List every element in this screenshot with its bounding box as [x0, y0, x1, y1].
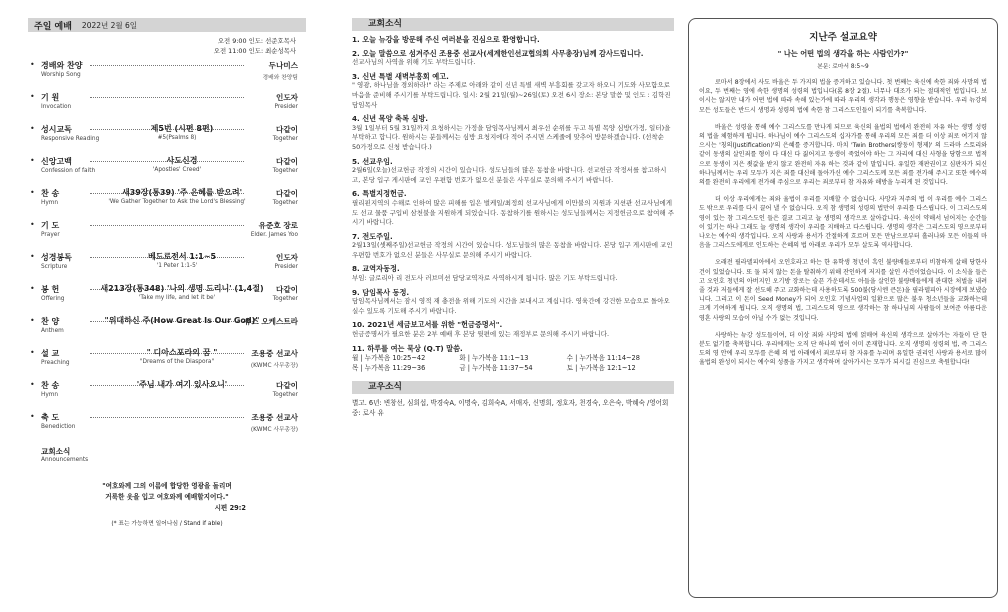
order-item-en: Worship Song	[41, 72, 81, 78]
order-item-detail-en: #5(Psalms 8)	[157, 135, 197, 141]
order-item	[28, 248, 306, 280]
order-item-name: 설 교	[41, 349, 60, 358]
worship-title: 주일 예배	[34, 21, 72, 32]
worship-order-column	[28, 18, 306, 603]
qt-block	[352, 344, 674, 374]
order-item-leader-en: Presider	[274, 104, 298, 110]
order-item-dots	[90, 225, 244, 226]
news-item-body: 헌금증명서가 필요한 분은 2부 예배 후 본당 뒷편에 있는 재정부로 문의해 주시기 바랍니다.	[352, 330, 610, 339]
order-item	[28, 408, 306, 440]
order-item-en: Hymn	[41, 200, 59, 206]
order-item-leader: 다같이	[275, 285, 298, 294]
news-item-title: 9. 담임목사 동정.	[352, 287, 410, 297]
sermon-box	[688, 18, 998, 598]
order-item-leader-en: Together	[272, 200, 298, 206]
order-item-leader-en: Together	[272, 168, 298, 174]
news-item-title: 1. 오늘 뉴강을 방문해 주신 여러분을 진심으로 환영합니다.	[352, 35, 540, 44]
news-item-title: 7. 전도주일.	[352, 231, 393, 241]
qt-grid	[352, 353, 674, 373]
sermon-para: 바울은 성령을 통해 예수 그리스도를 만나게 되므로 육신의 율법의 법에서 완전히 자유 하는 생명 성령의 법을 체험하게 됩니다. 하나님이 예수 그리스도의 십자가를 통해 우리의 모든 죄를 더 이상 죄로 여기지 않으시는 '칭의(Justification)'의 은혜를 증거합니다. 마치 'Twin Brothers(쌍둥이 형제)' 의 드라마 스토리와 같이 동생의 살인죄를 형이 다 대신 다 짊어지고 동생이 죽었어야 하는 그 자리에 대신 사형을 당함으로 법적으로 동생이 지은 죗값을 받지 않고 완전히 자유 하는 것과 같이 말입니다. 유일한 재판권이고 심판자가 되신 하나님께서는 우리 모두가 지은 죄를 대신해 돌아가신 예수 그리스도께 모든 죄를 전가해 주시고 또한 예수의 의를 완전히 우리에게 전가해 주심으로 우리는 죄로부터 참 자유와 해방을 누리게 된 것입니다.	[699, 123, 987, 187]
order-item-detail: "위대하신 주(How Great Is Our God)"	[104, 316, 260, 325]
news-column	[352, 18, 674, 603]
sermon-ref: 본문: 로마서 8:5~9	[817, 64, 869, 70]
order-item-en: Offering	[41, 296, 65, 302]
bullet-marker: •	[30, 188, 35, 197]
order-item-leader-en: Presider	[274, 264, 298, 270]
sermon-para: 오래전 필라델피아에서 오인호라고 하는 한 유학생 청년이 흑인 불량배들로부터 비참하게 살해 당한사건이 있었습니다. 또 둘 되지 않는 돈을 탈취하기 위해 잔인하게 저지를 살인 사건이었습니다. 이 소식을 들은 고 오인호 청년의 아버지인 오기방 장로는 슬픈 가운데서도 아들을 살인한 불량배들에게 관대한 처벌을 내려 줄 것과 저들에게 잘 선도해 주고 교화하는데 사용하도록 500불(당시엔 큰돈)을 필라델피아 시장에게 보냈습니다. 그리고 이 돈이 Seed Money가 되어 오인호 기념사업의 일환으로 많은 불우 청소년들을 교화하는데 크게 기여하게 됩니다. 오직 생명의 법, 그리스도의 영으로 생각하는 참 하나님의 사람들이 보여준 아름다운 영혼 사랑의 모습이 아닐 수가 없는 것입니다.	[699, 259, 987, 322]
news-item-title: 10. 2021년 세금보고서를 위한 "헌금증명서".	[352, 320, 503, 330]
order-item-leader: 두나미스	[268, 61, 298, 70]
order-item-en: Scripture	[41, 264, 68, 270]
verse-line-1: "여호와께 그의 이름에 합당한 영광을 돌리며	[102, 482, 232, 490]
order-item-detail-en: 'We Gather Together to Ask the Lord's Blessing'	[108, 199, 246, 205]
bullet-marker: •	[30, 412, 35, 421]
order-item-detail-en: 'Take my life, and let it be'	[138, 295, 216, 301]
member-news-title: 교우소식	[352, 381, 674, 394]
order-item	[28, 376, 306, 408]
qt-item: 월 | 누가복음 10:25~42	[352, 354, 426, 363]
worship-date: 2022년 2월 6일	[81, 20, 138, 30]
order-item	[28, 280, 306, 312]
order-item-detail: 새39장(통39) '주 은혜를 받으려'	[121, 188, 243, 197]
order-item	[28, 88, 306, 120]
bullet-marker: •	[30, 348, 35, 357]
member-news-text: 별고. 6년: 변창선, 심희섭, 박경숙A, 이명숙, 김희숙A, 서매자, 신명희, 정호자, 천경숙, 오은숙, 박혜숙 /영어회중: 로사 유	[352, 399, 669, 418]
news-item-title: 5. 선교우임.	[352, 156, 393, 166]
news-item	[352, 157, 674, 186]
service-time-1: 오전 9:00 인도: 선준호목사	[217, 37, 296, 45]
sermon-column	[688, 18, 998, 603]
order-item-name: 기 도	[41, 221, 60, 230]
order-item-leader: 다같이	[275, 125, 298, 134]
order-item	[28, 56, 306, 88]
news-item	[352, 35, 674, 45]
qt-item: 화 | 누가복음 11:1~13	[459, 354, 529, 363]
news-item	[352, 114, 674, 152]
order-item-leader: 유스 오케스트라	[244, 317, 298, 326]
news-item-body: " 영광, 하나님을 경외하라!" 라는 주제로 아래와 같이 신년 특별 새벽 부흥회를 갖고자 하오니 기도와 사모함으로 마음을 준비해 주시기를 부탁드립니다. 일시: 2월 21일(월)~26일(토) 오전 6시 장소: 본당 말씀 및 인도 : 김학진 담임목사	[352, 81, 671, 109]
order-item-name: 성경봉독	[41, 253, 72, 262]
order-item-detail: '주님 내가 여기 있사오니'	[136, 380, 228, 389]
order-item-detail: 베드로전서 1:1~5	[147, 252, 217, 261]
order-item-en: Preaching	[41, 360, 70, 366]
bullet-marker: •	[30, 316, 35, 325]
news-item-body: 2월13일(셋째주일)선교헌금 작정의 시간이 있습니다. 성도님들의 많은 동참을 바랍니다. 본당 입구 게시판에 교인 우편함 번호가 없으신 분들은 사무실로 문의해 주시기 바랍니다.	[352, 241, 673, 259]
qt-item: 목 | 누가복음 11:29~36	[352, 364, 426, 373]
news-item-title: 8. 교역자동정.	[352, 264, 400, 274]
announce-title: 교회소식	[41, 447, 71, 456]
news-item	[352, 320, 674, 339]
order-item-leader: 다같이	[275, 157, 298, 166]
order-item-leader: 다같이	[275, 189, 298, 198]
order-item-en: Responsive Reading	[41, 136, 100, 142]
service-times	[28, 36, 306, 56]
announce-subtitle: Announcements	[41, 457, 89, 463]
order-item	[28, 216, 306, 248]
order-item-leader: 인도자	[275, 253, 298, 262]
order-item-detail: 사도신경	[166, 156, 198, 165]
verse-note: (* 표는 가능하면 일어나심 / Stand if able)	[111, 521, 223, 527]
news-item-body: 선교사님의 사역을 위해 기도 부탁드립니다.	[352, 58, 476, 67]
order-item-leader-en: Elder. James Yoo	[250, 232, 298, 238]
order-item-detail: " 디아스포라의 꿈 "	[146, 348, 218, 357]
bullet-marker: •	[30, 60, 35, 69]
order-item-name: 찬 송	[41, 189, 60, 198]
sermon-para: 더 이상 우리에게는 죄와 율법이 우리를 지배할 수 없습니다. 사망과 저주의 법 이 우리를 예수 그리스도 밖으로 우리를 다시 끌어 낼 수 없습니다. 오직 참 생명의 성령의 법만이 우리를 다스립니다. 이 그리스도의 영이 있는 참 그리스도인 들은 결코 그리고 늘 생명의 생각으로 살아갑니다. 육신이 약해서 넘어지는 순간들이 있기는 하나 그래도 늘 생명의 생각이 우리를 지배하고 다스립니다. 생명의 생각은 그리스도의 영으로부터 나오는 예수의 생각입니다. 오직 사랑과 용서가 간절하게 흐르며 모든 만남으로부터 흘러나와 모든 이들의 마음을 그리스도에게로 인도하는 은혜의 법 아래로 우리가 모두 살도록 역사합니다.	[699, 196, 987, 250]
news-item-body: 부임: 글로리아 리 전도사 러브미션 담당교역자로 사역하시게 됩니다. 많은 기도 부탁드립니다.	[352, 274, 618, 283]
news-item	[352, 72, 674, 110]
sermon-subtitle: " 나는 어떤 법의 생각을 하는 사람인가?"	[777, 49, 909, 58]
qt-title: 11. 하루를 여는 묵상 (Q.T) 말씀.	[352, 343, 463, 353]
order-item-name: 기 원	[41, 93, 60, 102]
order-item-en: Benediction	[41, 424, 76, 430]
news-item-title: 2. 오늘 말씀으로 섬겨주신 조용중 선교사(세계한인선교협의회 사무총장)님께 감사드립니다.	[352, 48, 644, 58]
verse-ref: 시편 29:2	[214, 504, 246, 512]
news-item-body: 3월 1일부터 5월 31일까지 요청하시는 가정을 담임목사님께서 최우선 순위를 두고 특별 목양 심방(가정, 일터)을 부탁하고 합니다. 원하시는 분들께서는 심방 요청지에다 적어 주시면 스케줄에 맞추어 방문하겠습니다. (선착순 50가정으로 신청 받습니다.)	[352, 123, 671, 151]
order-item-leader: 조용중 선교사	[251, 413, 298, 422]
bullet-marker: •	[30, 124, 35, 133]
order-item-leader: 다같이	[275, 381, 298, 390]
news-item	[352, 49, 674, 68]
news-item-body: 필리핀지역의 수해로 인하여 많은 피해를 입은 벌케일/최정희 선교사님에게 이만불의 지원과 지션관 선교사님에게도 선교 물품 구입비 삼천불을 지원하게 되었습니다. 동참하기를 원하시는 성도님들께서는 지정헌금으로 참여해 주시기 바랍니다.	[352, 198, 674, 227]
news-title: 교회소식	[352, 18, 674, 31]
order-item-name: 신앙고백	[41, 157, 72, 166]
news-item	[352, 189, 674, 227]
order-item-detail-en: 'Apostles' Creed'	[152, 167, 202, 173]
order-item-name: 경배와 찬양	[41, 61, 83, 70]
order-item-en: Prayer	[41, 232, 60, 238]
order-item-detail: 새213장(통348) '나의 생명 드리니' (1,4절)	[100, 284, 264, 293]
news-item-title: 4. 신년 목양 축복 심방.	[352, 114, 429, 124]
verse-block	[28, 481, 306, 514]
order-item	[28, 312, 306, 344]
worship-header	[28, 18, 306, 32]
bullet-marker: •	[30, 220, 35, 229]
order-item-leader-en: Together	[272, 136, 298, 142]
verse-line-2: 거룩한 옷을 입고 여호와께 예배할지어다."	[105, 493, 229, 501]
order-item-en: Hymn	[41, 392, 59, 398]
order-item-name: 축 도	[41, 413, 60, 422]
order-item-leader-en: 경배와 찬양팀	[262, 75, 298, 81]
order-item-en: Anthem	[41, 328, 64, 334]
order-list	[28, 56, 306, 440]
bullet-marker: •	[30, 156, 35, 165]
order-item-name: 찬 송	[41, 381, 60, 390]
news-list	[352, 35, 674, 340]
sermon-para: 사랑하는 뉴강 성도들이여, 더 이상 죄와 사망의 법에 얽매여 육신의 생각으로 살아가는 자들이 단 한 분도 없기를 축복합니다. 우리에게는 오직 단 하나의 법이 이미 존재합니다. 오직 생명의 성령의 법, 즉 그리스도의 영 안에 우리 모두를 은혜 의 법 아래에서 죄로부터 참 자유를 누리며 유일한 권리인 사랑과 용서로 많이 율법의 완성이 되시는 예수의 성품을 가지고 생각하며 살아가시는 모두가 되시길 진심으로 축원합니다!	[699, 331, 987, 367]
news-item-title: 6. 특별지정헌금.	[352, 189, 407, 199]
bullet-marker: •	[30, 252, 35, 261]
order-item	[28, 344, 306, 376]
order-item-dots	[90, 65, 244, 66]
order-item-dots	[90, 97, 244, 98]
bullet-marker: •	[30, 284, 35, 293]
order-item-name: 봉 헌	[41, 285, 60, 294]
order-item-leader: 조용중 선교사	[251, 349, 298, 358]
order-item-name: 찬 양	[41, 317, 60, 326]
news-item-body: 2월6일(오늘)선교헌금 작정의 시간이 있습니다. 성도님들의 많은 동참을 바랍니다. 선교헌금 작정서를 참고하시고, 본당 입구 게시판에 교인 우편함 번호가 없으신 분들은 사무실로 문의해 주시기 바랍니다.	[352, 166, 667, 184]
order-item-name: 성시교독	[41, 125, 72, 134]
news-item	[352, 264, 674, 283]
news-item-title: 3. 신년 특별 새벽부흥회 예고.	[352, 71, 449, 81]
order-item-detail: 제5번 (시편 8편)	[150, 124, 214, 133]
order-item-leader-en: (KWMC 사무총장)	[250, 363, 298, 369]
order-item-detail-en: '1 Peter 1:1-5'	[156, 263, 198, 269]
service-time-2: 오전 11:00 인도: 최순성목사	[213, 47, 296, 55]
order-item-leader-en: Together	[272, 296, 298, 302]
order-item	[28, 184, 306, 216]
order-item-leader-en: Together	[272, 392, 298, 398]
news-item	[352, 232, 674, 261]
order-item-en: Invocation	[41, 104, 72, 110]
order-item-en: Confession of faith	[41, 168, 96, 174]
order-item-leader: 인도자	[275, 93, 298, 102]
order-item-leader-en: (KWMC 사무총장)	[250, 427, 298, 433]
news-item-body: 담임목사님께서는 잠시 영적 재 충전을 위해 기도의 시간을 보내시고 계십니다. 영육간에 강건한 모습으로 돌아오실수 있도록 기도해 주시기 바랍니다.	[352, 297, 670, 315]
qt-item: 토 | 누가복음 12:1~12	[566, 364, 636, 373]
order-item-leader: 유준호 장로	[258, 221, 298, 230]
order-item	[28, 152, 306, 184]
bullet-marker: •	[30, 92, 35, 101]
sermon-title: 지난주 설교요약	[809, 32, 877, 43]
bullet-marker: •	[30, 380, 35, 389]
sermon-para: 로마서 8장에서 사도 바울은 두 가지의 법을 증거하고 있습니다. 첫 번째는 육신에 속한 죄와 사망의 법이요, 두 번째는 영에 속한 생명의 성령의 법입니다(롬 8장 2절). 너무나 대조가 되는 절대적인 법입니다. 보이시는 않지만 내가 어떤 법에 따라 속해 있는가에 따라 우리의 생각과 행동은 영향을 받습니다. 우리 뉴강의 모든 성도들은 반드시 생명과 성령의 법에 속한 참 그리스도인들이 되기를 축복합니다.	[699, 79, 987, 114]
order-item-detail-en: "Dreams of the Diaspora"	[139, 359, 215, 365]
order-item-dots	[90, 417, 244, 418]
order-item	[28, 120, 306, 152]
news-item	[352, 288, 674, 317]
qt-item: 금 | 누가복음 11:37~54	[459, 364, 533, 373]
qt-item: 수 | 누가복음 11:14~28	[566, 354, 640, 363]
